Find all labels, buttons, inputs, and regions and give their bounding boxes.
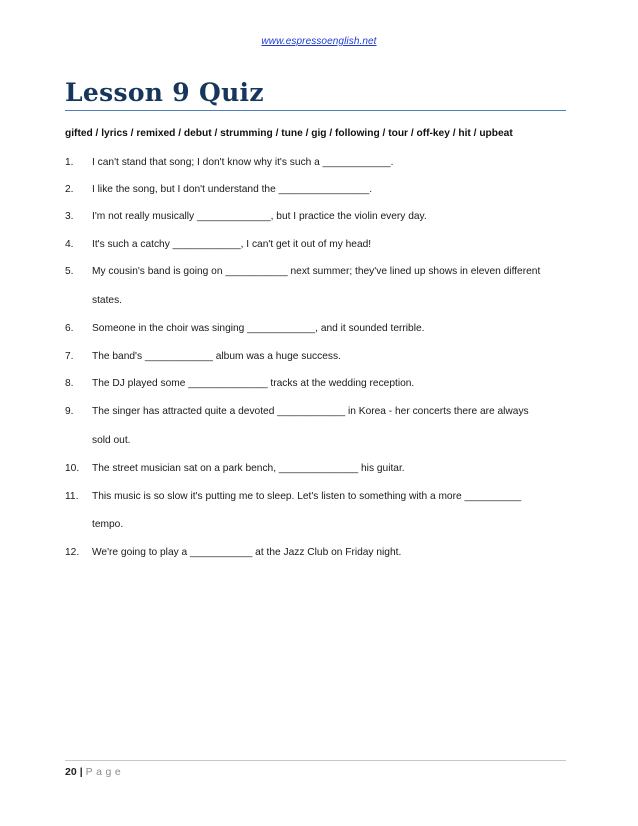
question-number: 5.: [65, 266, 74, 277]
question-continuation: tempo.: [92, 519, 124, 530]
question-text: It's such a catchy ____________, I can't get it out of my head!: [92, 239, 372, 250]
question-number: 2.: [65, 184, 74, 195]
page-footer: [65, 766, 124, 778]
question-text: The street musician sat on a park bench, ______________ his guitar.: [92, 463, 405, 474]
question-number: 3.: [65, 211, 74, 222]
question-number: 10.: [65, 463, 80, 474]
question-number: 8.: [65, 378, 74, 389]
question-number: 1.: [65, 157, 74, 168]
question-text: I like the song, but I don't understand the ________________.: [92, 184, 373, 195]
page-word: Page: [85, 766, 125, 778]
question-number: 11.: [65, 491, 79, 502]
page-title: Lesson 9 Quiz: [65, 78, 264, 107]
question-number: 12.: [65, 547, 80, 558]
question-number: 6.: [65, 323, 74, 334]
question-text: We're going to play a ___________ at the Jazz Club on Friday night.: [92, 547, 402, 558]
website-link[interactable]: www.espressoenglish.net: [261, 36, 377, 47]
question-number: 9.: [65, 406, 74, 417]
question-text: My cousin's band is going on ___________ next summer; they've lined up shows in eleven different: [92, 266, 541, 277]
question-text: I can't stand that song; I don't know why it's such a ____________.: [92, 157, 394, 168]
question-text: Someone in the choir was singing ____________, and it sounded terrible.: [92, 323, 425, 334]
word-bank: gifted / lyrics / remixed / debut / strumming / tune / gig / following / tour / off-key / hit / upbeat: [65, 128, 513, 139]
footer-divider: [65, 760, 566, 761]
question-number: 4.: [65, 239, 74, 250]
question-continuation: sold out.: [92, 435, 131, 446]
question-text: This music is so slow it's putting me to sleep. Let's listen to something with a more __________: [92, 491, 522, 502]
question-text: The DJ played some ______________ tracks at the wedding reception.: [92, 378, 415, 389]
question-number: 7.: [65, 351, 74, 362]
question-text: I'm not really musically _____________, but I practice the violin every day.: [92, 211, 427, 222]
page-number: 20: [65, 766, 77, 778]
question-text: The singer has attracted quite a devoted ____________ in Korea - her concerts there are always: [92, 406, 529, 417]
footer-separator: |: [79, 766, 83, 778]
question-text: The band's ____________ album was a huge success.: [92, 351, 341, 362]
question-continuation: states.: [92, 295, 123, 306]
